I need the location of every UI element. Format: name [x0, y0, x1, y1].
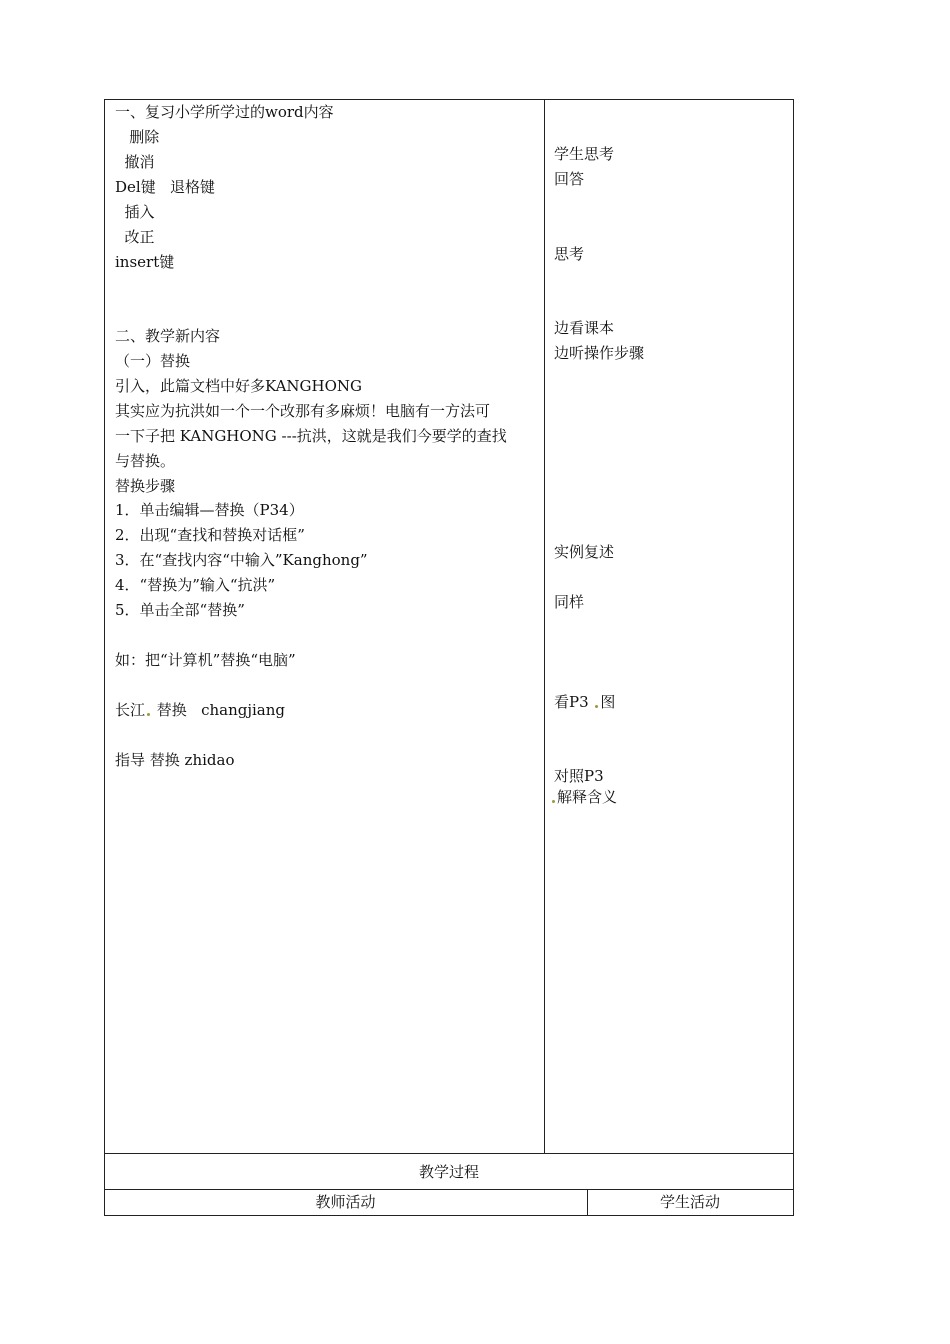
step-5: 5．单击全部“替换” — [115, 601, 245, 619]
replace-subheading: （一）替换 — [115, 352, 191, 370]
header-student-activity: 学生活动 — [659, 1193, 720, 1211]
table-border-right — [793, 99, 794, 1216]
review-item-delete: 删除 — [115, 128, 160, 146]
review-item-insert: 插入 — [115, 203, 155, 221]
review-heading: 一、复习小学所学过的word内容 — [115, 103, 334, 121]
example-line: 如：把“计算机”替换“电脑” — [115, 651, 296, 669]
intro-line: 引入，此篇文档中好多KANGHONG — [115, 377, 363, 395]
intro-paragraph-line-1: 其实应为抗洪如一个一个改那有多麻烦！电脑有一方法可 — [115, 402, 491, 420]
table-border-top — [104, 99, 794, 100]
student-listen-steps: 边听操作步骤 — [554, 344, 645, 362]
table-border-bottom — [104, 1215, 794, 1216]
new-content-heading: 二、教学新内容 — [115, 327, 221, 345]
header-teacher-activity: 教师活动 — [315, 1193, 376, 1211]
step-2: 2．出现“查找和替换对话框” — [115, 526, 305, 544]
review-item-undo: 撤消 — [115, 153, 155, 171]
dot-mark — [552, 800, 555, 803]
step-4: 4．“替换为”输入“抗洪” — [115, 576, 276, 594]
student-look-figure: 看P3 图 — [554, 693, 616, 711]
student-same: 同样 — [554, 593, 585, 611]
column-divider — [544, 99, 545, 1154]
example-changjiang: 长江 替换 changjiang — [115, 701, 286, 719]
student-read-book: 边看课本 — [554, 319, 615, 337]
student-think-2: 思考 — [554, 245, 585, 263]
student-retell: 实例复述 — [554, 543, 615, 561]
table-border-left — [104, 99, 105, 1216]
section-title-teaching-process: 教学过程 — [418, 1163, 479, 1181]
row-divider-1 — [104, 1153, 794, 1154]
intro-paragraph-line-2: 一下子把 KANGHONG ---抗洪，这就是我们今要学的查找 — [115, 427, 507, 445]
row-divider-2 — [104, 1189, 794, 1190]
student-explain: 解释含义 — [550, 787, 617, 807]
dot-mark — [595, 705, 598, 708]
dot-mark — [147, 713, 150, 716]
review-item-keys: Del键 退格键 — [115, 178, 216, 196]
student-think: 学生思考 — [554, 145, 615, 163]
review-item-correct: 改正 — [115, 228, 155, 246]
step-1: 1．单击编辑—替换（P34） — [115, 501, 304, 519]
intro-paragraph-line-3: 与替换。 — [115, 452, 176, 470]
example-zhidao: 指导 替换 zhidao — [115, 751, 235, 769]
step-3: 3．在“查找内容“中输入”Kanghong” — [115, 551, 368, 569]
steps-heading: 替换步骤 — [115, 477, 176, 495]
review-item-insert-key: insert键 — [115, 253, 175, 271]
student-answer: 回答 — [554, 170, 585, 188]
student-compare: 对照P3 — [554, 767, 604, 785]
